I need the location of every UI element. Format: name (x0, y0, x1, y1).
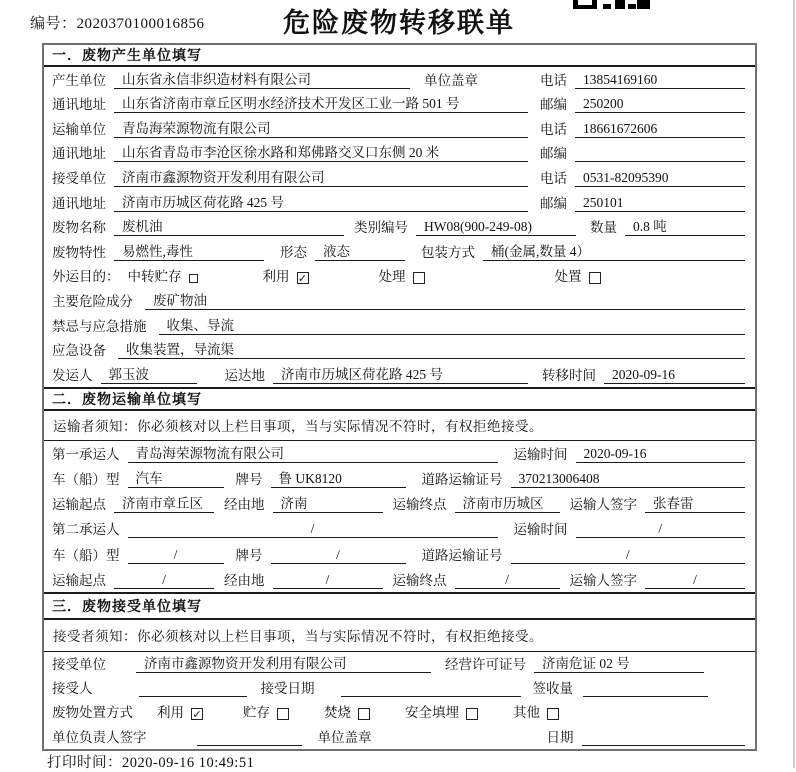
section3-header: 三．废物接受单位填写 (44, 592, 755, 620)
first-carrier-row (44, 441, 755, 466)
route2-end-value: / (455, 571, 560, 589)
print-time-label: 打印时间： (47, 755, 122, 771)
section1-body (44, 67, 755, 387)
producer-address-label: 通讯地址 (52, 97, 106, 113)
waste-name-row (44, 215, 755, 240)
packing-value: 桶(金属,数量 4） (483, 243, 745, 261)
disposal-store-label: 贮存 (243, 705, 270, 721)
emergency-equipment-row (44, 338, 755, 363)
second-carrier-row (44, 516, 755, 541)
section1-header: 一．废物产生单位填写 (44, 45, 755, 67)
road-permit1-label: 道路运输证号 (421, 472, 503, 488)
transporter-row (44, 116, 755, 141)
emergency-equipment-label: 应急设备 (52, 343, 106, 359)
disposal-other-checkbox (547, 708, 559, 720)
receiver-zip-label: 邮编 (540, 195, 567, 211)
taboo-measures-row (44, 313, 755, 338)
route1-sign-label: 运输人签字 (569, 497, 637, 513)
waste-category-value: HW08(900-249-08) (416, 218, 576, 236)
plate1-label: 牌号 (235, 472, 263, 488)
route2-via-value: / (273, 571, 383, 589)
transporter-notice: 运输者须知：你必须核对以上栏目事项，当与实际情况不符时，有权拒绝接受。 (44, 411, 755, 441)
shipper-value: 郭玉波 (101, 366, 197, 384)
taboo-measures-value: 收集、导流 (159, 317, 746, 335)
route1-end-label: 运输终点 (392, 497, 447, 513)
disposal-store-checkbox (277, 708, 289, 720)
plate2-label: 牌号 (235, 547, 263, 563)
route2-sign-value: / (645, 571, 745, 589)
qr-finder-pattern (573, 0, 597, 9)
receiver-address-row (44, 190, 755, 215)
accept-person-row (44, 676, 755, 700)
purpose-option-utilize-label: 利用 (262, 269, 290, 285)
transporter-phone-value: 18661672606 (575, 120, 745, 138)
disposal-burn-label: 焚烧 (324, 705, 351, 721)
transporter-value: 青岛海荣源物流有限公司 (114, 120, 528, 138)
qr-code-fragment (573, 0, 653, 10)
disposal-utilize-label: 利用 (157, 705, 184, 721)
transporter-address-value: 山东省青岛市李沧区徐水路和郑佛路交叉口东侧 20 米 (114, 144, 528, 162)
transfer-purpose-label: 外运目的： (52, 269, 120, 285)
unit-stamp-label: 单位盖章 (317, 729, 372, 745)
route2-sign-label: 运输人签字 (569, 572, 637, 588)
route1-row (44, 491, 755, 516)
road-permit2-value: / (511, 546, 746, 564)
second-carrier-label: 第二承运人 (52, 522, 120, 538)
receiver-zip-value: 250101 (575, 194, 745, 212)
taboo-measures-label: 禁忌与应急措施 (52, 318, 147, 334)
disposal-landfill-checkbox (466, 708, 478, 720)
route2-row (44, 567, 755, 592)
route2-end-label: 运输终点 (392, 572, 447, 588)
received-qty-value (583, 680, 708, 697)
transfer-purpose-row (44, 264, 755, 289)
disposal-method-row (44, 700, 755, 724)
receiver-row (44, 165, 755, 190)
hazard-component-label: 主要危险成分 (52, 293, 133, 309)
receiver-phone-value: 0531-82095390 (575, 169, 745, 187)
accept-unit-row (44, 652, 755, 676)
route1-via-value: 济南 (273, 495, 383, 513)
accept-date-value (341, 680, 521, 697)
route2-start-label: 运输起点 (52, 572, 106, 588)
road-permit1-value: 370213006408 (511, 470, 746, 488)
emergency-equipment-value: 收集装置，导流渠 (118, 341, 745, 359)
producer-value: 山东省永信非织造材料有限公司 (114, 71, 410, 89)
manifest-form (42, 43, 757, 751)
license-value: 济南危证 02 号 (534, 655, 704, 673)
accept-date-label: 接受日期 (260, 681, 315, 697)
purpose-storage-checkbox (189, 274, 198, 283)
disposal-utilize-checkbox-checked: ✓ (192, 707, 202, 721)
vehicle2-type-value: / (128, 546, 224, 564)
print-time (47, 751, 254, 772)
transporter-address-row (44, 141, 755, 166)
page-right-edge (793, 0, 795, 768)
transport-time1-label: 运输时间 (513, 446, 568, 462)
transporter-address-label: 通讯地址 (52, 146, 106, 162)
route1-start-label: 运输起点 (52, 497, 106, 513)
transfer-time-label: 转移时间 (542, 367, 596, 383)
purpose-treat-checkbox (413, 272, 425, 284)
disposal-burn-checkbox (358, 708, 370, 720)
road-permit2-label: 道路运输证号 (421, 547, 503, 563)
accept-unit-value: 济南市鑫源物资开发利用有限公司 (136, 655, 431, 673)
transporter-phone-label: 电话 (540, 121, 567, 137)
shipper-row (44, 362, 755, 387)
route1-via-label: 经由地 (224, 497, 265, 513)
waste-name-value: 废机油 (114, 218, 344, 236)
producer-phone-label: 电话 (540, 72, 567, 88)
transport-time1-value: 2020-09-16 (576, 445, 746, 463)
packing-label: 包装方式 (421, 244, 475, 260)
vehicle1-type-label: 车（船）型 (52, 472, 120, 488)
hazard-component-value: 废矿物油 (145, 292, 745, 310)
transport-time2-label: 运输时间 (513, 522, 568, 538)
waste-name-label: 废物名称 (52, 220, 106, 236)
producer-zip-value: 250200 (575, 95, 745, 113)
hazard-component-row (44, 288, 755, 313)
receiver-value: 济南市鑫源物资开发利用有限公司 (114, 169, 528, 187)
route1-sign-value: 张春雷 (645, 495, 745, 513)
responsible-signature-row (44, 724, 755, 748)
route2-via-label: 经由地 (224, 572, 265, 588)
transporter-label: 运输单位 (52, 121, 106, 137)
producer-stamp-label: 单位盖章 (424, 72, 478, 88)
vehicle2-row (44, 541, 755, 566)
purpose-dispose-checkbox (589, 272, 601, 284)
route1-end-value: 济南市历城区 (455, 495, 560, 513)
receiver-notice: 接受者须知：你必须核对以上栏目事项，当与实际情况不符时，有权拒绝接受。 (44, 620, 755, 652)
print-time-value: 2020-09-16 10:49:51 (122, 755, 255, 771)
disposal-other-label: 其他 (513, 705, 540, 721)
page-title: 危险废物转移联单 (283, 8, 515, 38)
section3-body (44, 620, 755, 749)
document-number (30, 12, 205, 33)
vehicle1-type-value: 汽车 (128, 470, 224, 488)
waste-form-value: 液态 (315, 243, 405, 261)
second-carrier-value: / (128, 520, 498, 538)
purpose-utilize-checkbox-checked: ✓ (297, 271, 308, 285)
disposal-method-label: 废物处置方式 (52, 705, 133, 721)
plate1-value: 鲁 UK8120 (271, 470, 406, 488)
waste-property-label: 废物特性 (52, 244, 106, 260)
purpose-option-storage-label: 中转贮存 (127, 269, 182, 285)
document-number-label: 编号： (30, 16, 77, 32)
sign-date-label: 日期 (546, 729, 574, 745)
accept-person-label: 接受人 (52, 681, 93, 697)
received-qty-label: 签收量 (532, 681, 573, 697)
vehicle2-type-label: 车（船）型 (52, 547, 120, 563)
section2-header: 二．废物运输单位填写 (44, 387, 755, 411)
transporter-zip-label: 邮编 (540, 146, 567, 162)
transport-time2-value: / (576, 520, 746, 538)
waste-qty-label: 数量 (590, 220, 617, 236)
receiver-phone-label: 电话 (540, 170, 567, 186)
document-number-value: 2020370100016856 (76, 16, 205, 32)
route2-start-value: / (114, 571, 214, 589)
transporter-zip-value (575, 145, 745, 162)
section2-body (44, 411, 755, 592)
waste-form-label: 形态 (280, 244, 307, 260)
responsible-signature-label: 单位负责人签字 (52, 729, 147, 745)
license-label: 经营许可证号 (445, 657, 526, 673)
waste-qty-value: 0.8 吨 (625, 218, 745, 236)
waste-property-row (44, 239, 755, 264)
destination-value: 济南市历城区荷花路 425 号 (273, 366, 528, 384)
purpose-option-dispose-label: 处置 (554, 269, 582, 285)
vehicle1-row (44, 466, 755, 491)
purpose-option-treat-label: 处理 (378, 269, 406, 285)
producer-zip-label: 邮编 (540, 97, 567, 113)
route1-start-value: 济南市章丘区 (114, 495, 214, 513)
responsible-signature-value (197, 729, 302, 746)
producer-address-value: 山东省济南市章丘区明水经济技术开发区工业一路 501 号 (114, 95, 528, 113)
receiver-address-label: 通讯地址 (52, 195, 106, 211)
producer-label: 产生单位 (52, 72, 106, 88)
plate2-value: / (271, 546, 406, 564)
disposal-landfill-label: 安全填埋 (405, 705, 459, 721)
shipper-label: 发运人 (52, 367, 93, 383)
receiver-label: 接受单位 (52, 170, 106, 186)
producer-row (44, 67, 755, 92)
producer-address-row (44, 92, 755, 117)
sign-date-value (582, 729, 746, 746)
accept-unit-label: 接受单位 (52, 657, 106, 673)
waste-property-value: 易燃性,毒性 (114, 243, 264, 261)
waste-category-label: 类别编号 (354, 220, 408, 236)
transfer-time-value: 2020-09-16 (604, 366, 745, 384)
first-carrier-label: 第一承运人 (52, 446, 120, 462)
accept-person-value (139, 680, 247, 697)
destination-label: 运达地 (224, 367, 265, 383)
receiver-address-value: 济南市历城区荷花路 425 号 (114, 194, 528, 212)
producer-phone-value: 13854169160 (575, 71, 745, 89)
first-carrier-value: 青岛海荣源物流有限公司 (128, 445, 498, 463)
